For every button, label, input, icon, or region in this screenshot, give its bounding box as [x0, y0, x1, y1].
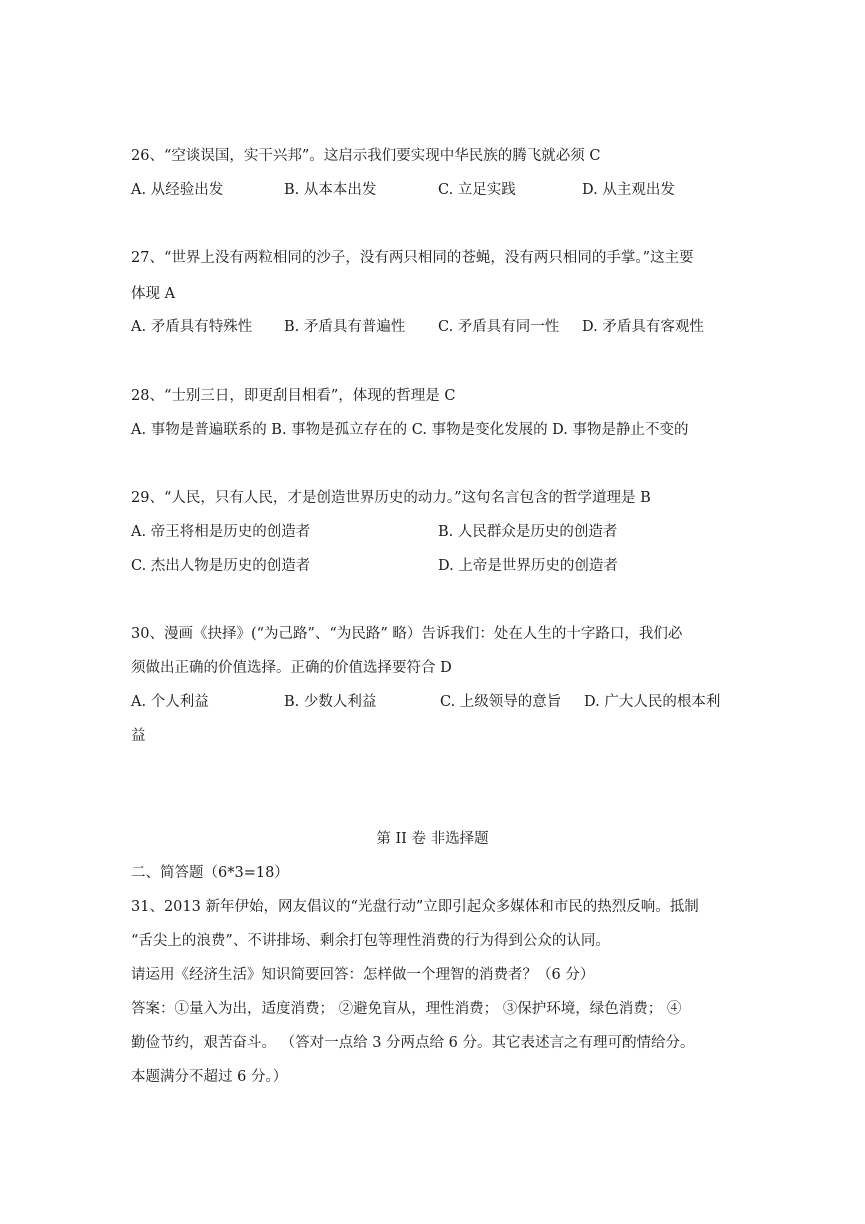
question-30-option-a: A. 个人利益	[131, 694, 209, 710]
question-30-option-b: B. 少数人利益	[284, 694, 377, 710]
section-heading: 二、简答题（6*3=18）	[131, 865, 289, 881]
answer-line2: 勤俭节约，艰苦奋斗。 （答对一点给 3 分两点给 6 分。其它表述言之有理可酌情给分。	[131, 1035, 695, 1051]
question-26-option-d: D. 从主观出发	[582, 182, 675, 198]
question-27-option-d: D. 矛盾具有客观性	[582, 319, 704, 335]
question-29-option-a: A. 帝王将相是历史的创造者	[131, 524, 311, 540]
question-30-option-wrap: 益	[131, 728, 146, 744]
question-28-stem: 28、“士别三日，即更刮目相看”，体现的哲理是 C	[131, 388, 456, 404]
question-29-stem: 29、“人民，只有人民，才是创造世界历史的动力。”这句名言包含的哲学道理是 B	[131, 490, 651, 506]
question-29-option-b: B. 人民群众是历史的创造者	[438, 524, 618, 540]
question-30-option-c: C. 上级领导的意旨	[440, 694, 562, 710]
question-31-line1: 31、2013 新年伊始，网友倡议的“光盘行动”立即引起众多媒体和市民的热烈反响。抵制	[131, 899, 699, 915]
question-28-options: A. 事物是普遍联系的 B. 事物是孤立存在的 C. 事物是变化发展的 D. 事物是静止不变的	[131, 422, 689, 438]
question-26-option-c: C. 立足实践	[438, 182, 516, 198]
section-title: 第 II 卷 非选择题	[376, 831, 489, 847]
question-31-prompt: 请运用《经济生活》知识简要回答：怎样做一个理智的消费者？（6 分）	[131, 967, 595, 983]
question-30-stem-line2: 须做出正确的价值选择。正确的价值选择要符合 D	[131, 660, 452, 676]
question-27-option-c: C. 矛盾具有同一性	[438, 319, 560, 335]
question-30-option-d: D. 广大人民的根本利	[584, 694, 721, 710]
question-27-stem-line2: 体现 A	[131, 286, 176, 302]
question-27-stem-line1: 27、“世界上没有两粒相同的沙子，没有两只相同的苍蝇，没有两只相同的手掌。”这主要	[131, 250, 694, 266]
question-26-option-a: A. 从经验出发	[131, 182, 224, 198]
answer-line3: 本题满分不超过 6 分。）	[131, 1069, 288, 1085]
question-27-option-b: B. 矛盾具有普遍性	[284, 319, 406, 335]
question-27-option-a: A. 矛盾具有特殊性	[131, 319, 253, 335]
question-30-stem-line1: 30、漫画《抉择》(“为己路”、“为民路” 略）告诉我们：处在人生的十字路口，我们必	[131, 626, 683, 642]
question-29-option-d: D. 上帝是世界历史的创造者	[438, 558, 618, 574]
question-26-stem: 26、“空谈误国，实干兴邦”。这启示我们要实现中华民族的腾飞就必须 C	[131, 148, 601, 164]
question-29-option-c: C. 杰出人物是历史的创造者	[131, 558, 311, 574]
question-26-option-b: B. 从本本出发	[284, 182, 377, 198]
question-31-line2: “舌尖上的浪费”、不讲排场、剩余打包等理性消费的行为得到公众的认同。	[131, 933, 610, 949]
answer-line1: 答案：①量入为出，适度消费； ②避免盲从，理性消费； ③保护环境，绿色消费； ④	[131, 1001, 682, 1017]
